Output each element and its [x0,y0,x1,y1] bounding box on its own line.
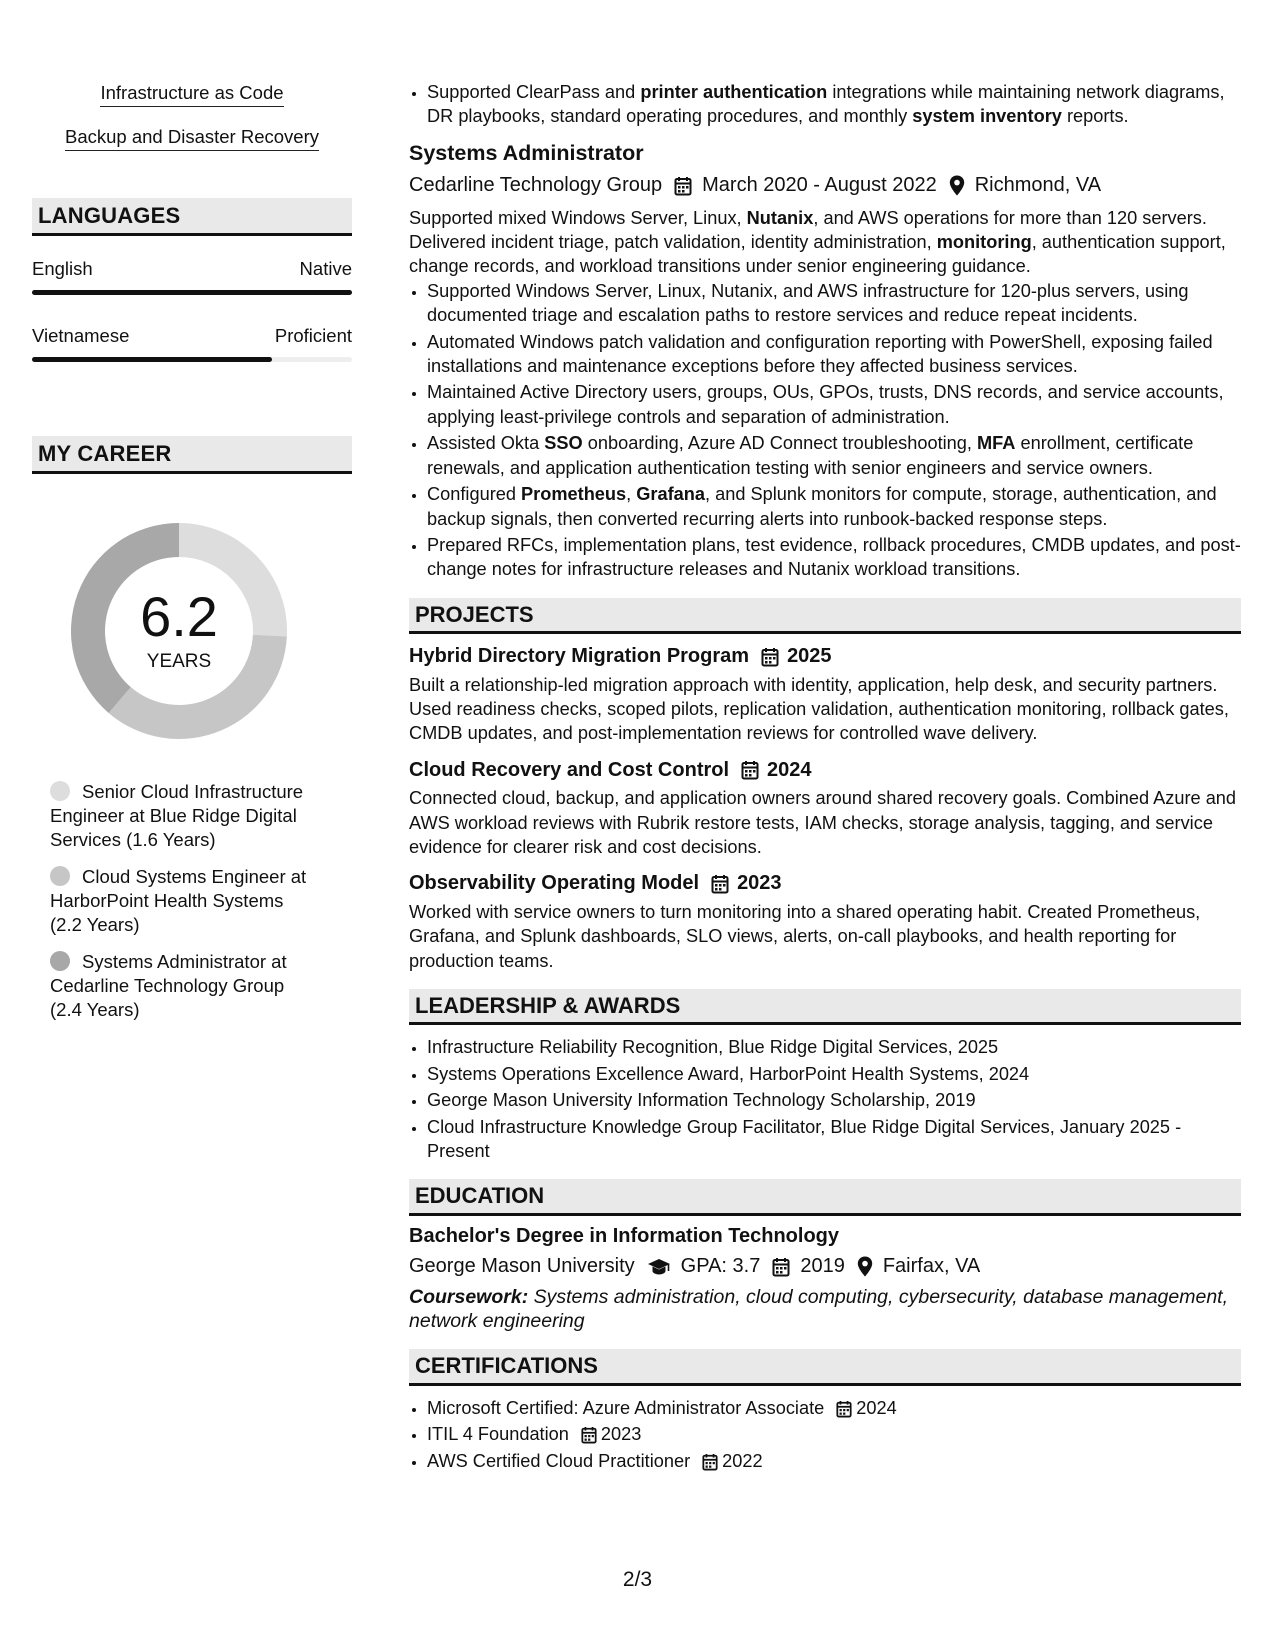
calendar-icon [581,1422,597,1446]
job-bullet: • Configured Prometheus, Grafana, and Splunk monitors for compute, storage, authentication, and backup signals, then converted recurring alerts into runbook-backed response steps. [427,482,1241,531]
language-bar-fill [32,357,272,362]
certifications-list [409,1396,1241,1473]
calendar-icon [836,1396,852,1420]
certification-item: • Microsoft Certified: Azure Administrator Associate 2024 [427,1396,1241,1420]
graduation-year: 2019 [800,1255,845,1278]
language-bar [32,357,352,362]
career-donut-chart [64,516,294,746]
skill-tag [32,82,352,107]
project-year: 2025 [787,645,832,668]
degree-title: Bachelor's Degree in Information Technology [409,1224,840,1247]
career-legend [50,780,320,1022]
education-location: Fairfax, VA [882,1255,981,1278]
job-bullet: • Automated Windows patch validation and configuration reporting with PowerShell, exposing failed installations and maintenance exceptions before they affected business services. [427,330,1241,379]
map-pin-icon [857,1254,873,1278]
calendar-icon [702,1449,718,1473]
job-location: Richmond, VA [974,174,1102,197]
coursework: Coursework: Systems administration, cloud computing, cybersecurity, database management, network engineering [409,1285,1229,1333]
job-dates: March 2020 - August 2022 [702,174,937,197]
left-column [32,82,352,1035]
award-item: • George Mason University Information Technology Scholarship, 2019 [427,1088,1241,1112]
certifications-heading: CERTIFICATIONS [409,1349,1241,1385]
page-number: 2/3 [622,1568,653,1591]
education-meta [409,1254,1241,1278]
calendar-icon [674,173,692,197]
right-column [409,80,1241,1475]
legend-dot-icon [50,781,70,801]
skill-tag [32,126,352,151]
job-bullet: • Supported Windows Server, Linux, Nutanix, and AWS infrastructure for 120-plus servers, using documented triage and escalation paths to restore services and reduce repeat incidents. [427,279,1241,328]
career-total-years: 6.2 [140,585,218,648]
certification-year: 2022 [722,1450,763,1471]
language-item [32,325,352,362]
language-name: English [32,258,93,279]
projects-heading: PROJECTS [409,598,1241,634]
experience-bullets-continued [409,80,1241,129]
award-item: • Cloud Infrastructure Knowledge Group Facilitator, Blue Ridge Digital Services, January 2025 - Present [427,1115,1241,1164]
project-title: Cloud Recovery and Cost Control 2024 [409,758,812,781]
job-bullet: • Maintained Active Directory users, groups, OUs, GPOs, trusts, DNS records, and service accounts, applying least-privilege controls and separation of administration. [427,380,1241,429]
project-title: Observability Operating Model 2023 [409,872,782,895]
gpa: GPA: 3.7 [680,1255,761,1278]
language-name: Vietnamese [32,325,130,346]
calendar-icon [741,758,759,782]
language-item [32,258,352,295]
award-item: • Systems Operations Excellence Award, HarborPoint Health Systems, 2024 [427,1062,1241,1086]
career-unit: YEARS [146,651,212,672]
legend-dot-icon [50,951,70,971]
career-legend-item: Systems Administrator at Cedarline Technology Group (2.4 Years) [50,951,287,1020]
calendar-icon [772,1254,790,1278]
skill-label: Backup and Disaster Recovery [65,126,319,151]
job-title: Systems Administrator [409,140,644,165]
certification-item: • AWS Certified Cloud Practitioner 2022 [427,1449,1241,1473]
job-bullet: • Assisted Okta SSO onboarding, Azure AD Connect troubleshooting, MFA enrollment, certificate renewals, and application authentication testing with senior engineers and service owners. [427,431,1241,480]
project-description: Built a relationship-led migration approach with identity, application, help desk, and security partners. Used readiness checks, scoped pilots, replication validation, authentication monitoring, rollback gates, CMDB updates, and post-implementation reviews for controlled wave delivery. [409,674,1229,744]
language-level: Proficient [274,325,352,346]
award-item: • Infrastructure Reliability Recognition, Blue Ridge Digital Services, 2025 [427,1035,1241,1059]
career-legend-item: Cloud Systems Engineer at HarborPoint Health Systems (2.2 Years) [50,866,307,935]
calendar-icon [761,644,779,668]
map-pin-icon [949,173,965,197]
job-summary: Supported mixed Windows Server, Linux, Nutanix, and AWS operations for more than 120 servers. Delivered incident triage, patch validation, identity administration, monitoring, authentication support, change records, and workload transitions under senior engineering guidance. [409,207,1226,277]
graduation-cap-icon [647,1254,671,1278]
education-heading: EDUCATION [409,1179,1241,1215]
languages-heading: LANGUAGES [32,198,352,236]
leadership-heading: LEADERSHIP & AWARDS [409,989,1241,1025]
career-heading: MY CAREER [32,436,352,474]
career-legend-item: Senior Cloud Infrastructure Engineer at Blue Ridge Digital Services (1.6 Years) [50,781,304,850]
certification-year: 2023 [600,1424,642,1445]
legend-dot-icon [50,866,70,886]
project-year: 2024 [767,758,812,781]
project-description: Worked with service owners to turn monitoring into a shared operating habit. Created Prometheus, Grafana, and Splunk dashboards, SLO views, alerts, on-call playbooks, and health reporting for production teams. [409,901,1201,971]
certification-year: 2024 [856,1397,897,1418]
project-year: 2023 [737,872,782,895]
certification-item: • ITIL 4 Foundation 2023 [427,1422,1241,1446]
language-bar [32,290,352,295]
language-bar-fill [32,290,352,295]
project-title: Hybrid Directory Migration Program 2025 [409,645,832,668]
language-level: Native [299,258,352,279]
job-meta [409,173,1241,197]
school-name: George Mason University [409,1255,635,1278]
calendar-icon [711,871,729,895]
experience-bullet: • Supported ClearPass and printer authentication integrations while maintaining network diagrams, DR playbooks, standard operating procedures, and monthly system inventory reports. [427,80,1241,129]
leadership-list [409,1035,1241,1163]
skill-label: Infrastructure as Code [100,82,283,107]
project-description: Connected cloud, backup, and application owners around shared recovery goals. Combined Azure and AWS workload reviews with Rubrik restore tests, IAM checks, storage analysis, tagging, and service evidence for clearer risk and cost decisions. [409,788,1237,857]
company-name: Cedarline Technology Group [409,174,663,197]
job-bullet: • Prepared RFCs, implementation plans, test evidence, rollback procedures, CMDB updates, and post-change notes for infrastructure releases and Nutanix workload transitions. [427,533,1241,582]
job-bullets [409,279,1241,582]
